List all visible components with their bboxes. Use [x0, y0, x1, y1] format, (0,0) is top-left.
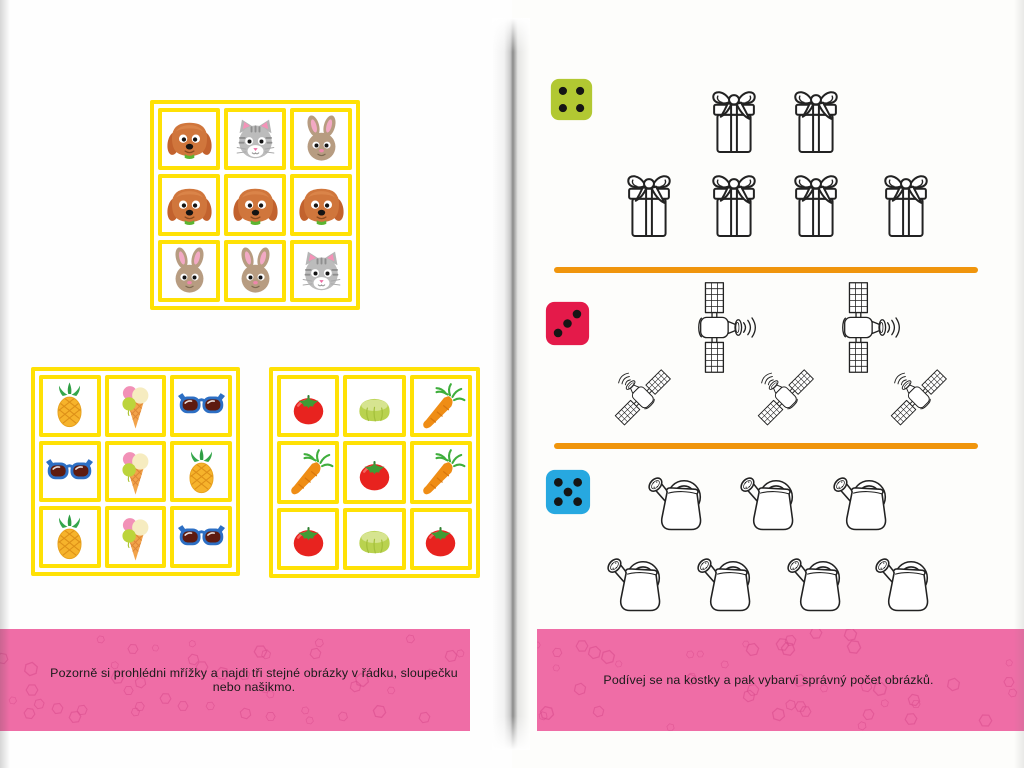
grid-cell-cat — [290, 240, 352, 302]
grid-cell-pineapple — [39, 375, 101, 437]
satellite-outline — [741, 352, 827, 438]
carrot-icon — [283, 447, 334, 498]
sunglasses-icon — [176, 512, 227, 563]
die-3-dots — [545, 301, 590, 346]
dog-icon — [296, 180, 347, 231]
grid-cell-cabbage — [343, 375, 405, 437]
cabbage-icon — [349, 513, 400, 564]
grid-cell-rabbit — [290, 108, 352, 170]
dog-icon — [230, 180, 281, 231]
grid-cell-carrot — [410, 441, 472, 503]
grid-cell-icecream — [105, 441, 167, 503]
watering-can-icon — [826, 471, 903, 536]
dog-icon — [164, 180, 215, 231]
watering-can-icon — [868, 552, 945, 617]
gift-outline — [787, 82, 845, 159]
grid-cell-rabbit — [158, 240, 220, 302]
satellite-icon — [739, 350, 829, 440]
grid-animals — [150, 100, 360, 310]
left-caption: Pozorně si prohlédni mřížky a najdi tři stejné obrázky v řádku, sloupečku nebo našikmo. — [50, 666, 458, 694]
gift-icon — [705, 166, 763, 243]
watering-can-icon — [600, 552, 677, 617]
grid-cell-tomato — [343, 441, 405, 503]
gift-outline — [705, 82, 763, 159]
grid-cell-sunglasses — [170, 375, 232, 437]
grid-cell-dog — [290, 174, 352, 236]
grid-cell-tomato — [277, 508, 339, 570]
watering-can-outline — [641, 471, 718, 536]
die-5-dots — [545, 469, 591, 515]
grid-cell-icecream — [105, 506, 167, 568]
grid-cell-icecream — [105, 375, 167, 437]
grid-cell-tomato — [277, 375, 339, 437]
icecream-icon — [110, 512, 161, 563]
left-instruction-banner — [0, 629, 470, 731]
cabbage-icon — [349, 381, 400, 432]
gift-outline — [705, 166, 763, 243]
pineapple-icon — [44, 512, 95, 563]
right-instruction-banner — [537, 629, 1024, 731]
icecream-icon — [110, 380, 161, 431]
watering-can-outline — [826, 471, 903, 536]
section-divider — [554, 443, 978, 449]
icecream-icon — [110, 446, 161, 497]
satellite-icon — [596, 350, 686, 440]
satellite-icon — [872, 350, 962, 440]
sunglasses-icon — [44, 446, 95, 497]
grid-cell-sunglasses — [39, 441, 101, 503]
grid-cell-pineapple — [39, 506, 101, 568]
gift-outline — [620, 166, 678, 243]
die-face — [550, 78, 593, 121]
watering-can-outline — [780, 552, 857, 617]
cat-icon — [230, 114, 281, 165]
satellite-outline — [874, 352, 960, 438]
watering-can-outline — [733, 471, 810, 536]
tomato-icon — [349, 447, 400, 498]
section-divider — [554, 267, 978, 273]
grid-cell-dog — [158, 174, 220, 236]
pineapple-icon — [176, 446, 227, 497]
tomato-icon — [283, 381, 334, 432]
watering-can-icon — [780, 552, 857, 617]
tomato-icon — [415, 513, 466, 564]
rabbit-icon — [296, 114, 347, 165]
die-face — [545, 469, 591, 515]
watering-can-outline — [690, 552, 767, 617]
grid-cell-dog — [224, 174, 286, 236]
tomato-icon — [283, 513, 334, 564]
gift-icon — [705, 82, 763, 159]
grid-cell-tomato — [410, 508, 472, 570]
carrot-icon — [415, 447, 466, 498]
gift-outline — [787, 166, 845, 243]
grid-cell-dog — [158, 108, 220, 170]
watering-can-icon — [641, 471, 718, 536]
sunglasses-icon — [176, 380, 227, 431]
watering-can-outline — [600, 552, 677, 617]
gift-outline — [877, 166, 935, 243]
rabbit-icon — [230, 246, 281, 297]
grid-cell-carrot — [410, 375, 472, 437]
dog-icon — [164, 114, 215, 165]
grid-cell-sunglasses — [170, 506, 232, 568]
pineapple-icon — [44, 380, 95, 431]
watering-can-icon — [690, 552, 767, 617]
right-caption: Podívej se na kostky a pak vybarvi správný počet obrázků. — [603, 673, 934, 687]
grid-cell-carrot — [277, 441, 339, 503]
gift-icon — [620, 166, 678, 243]
carrot-icon — [415, 381, 466, 432]
grid-vegetables — [269, 367, 480, 578]
watering-can-outline — [868, 552, 945, 617]
rabbit-icon — [164, 246, 215, 297]
satellite-outline — [598, 352, 684, 438]
die-4-dots — [550, 78, 593, 121]
grid-cell-cat — [224, 108, 286, 170]
cat-icon — [296, 246, 347, 297]
grid-cell-cabbage — [343, 508, 405, 570]
gift-icon — [787, 82, 845, 159]
watering-can-icon — [733, 471, 810, 536]
gift-icon — [877, 166, 935, 243]
gift-icon — [787, 166, 845, 243]
die-face — [545, 301, 590, 346]
grid-cell-pineapple — [170, 441, 232, 503]
grid-cell-rabbit — [224, 240, 286, 302]
grid-summer — [31, 367, 240, 576]
